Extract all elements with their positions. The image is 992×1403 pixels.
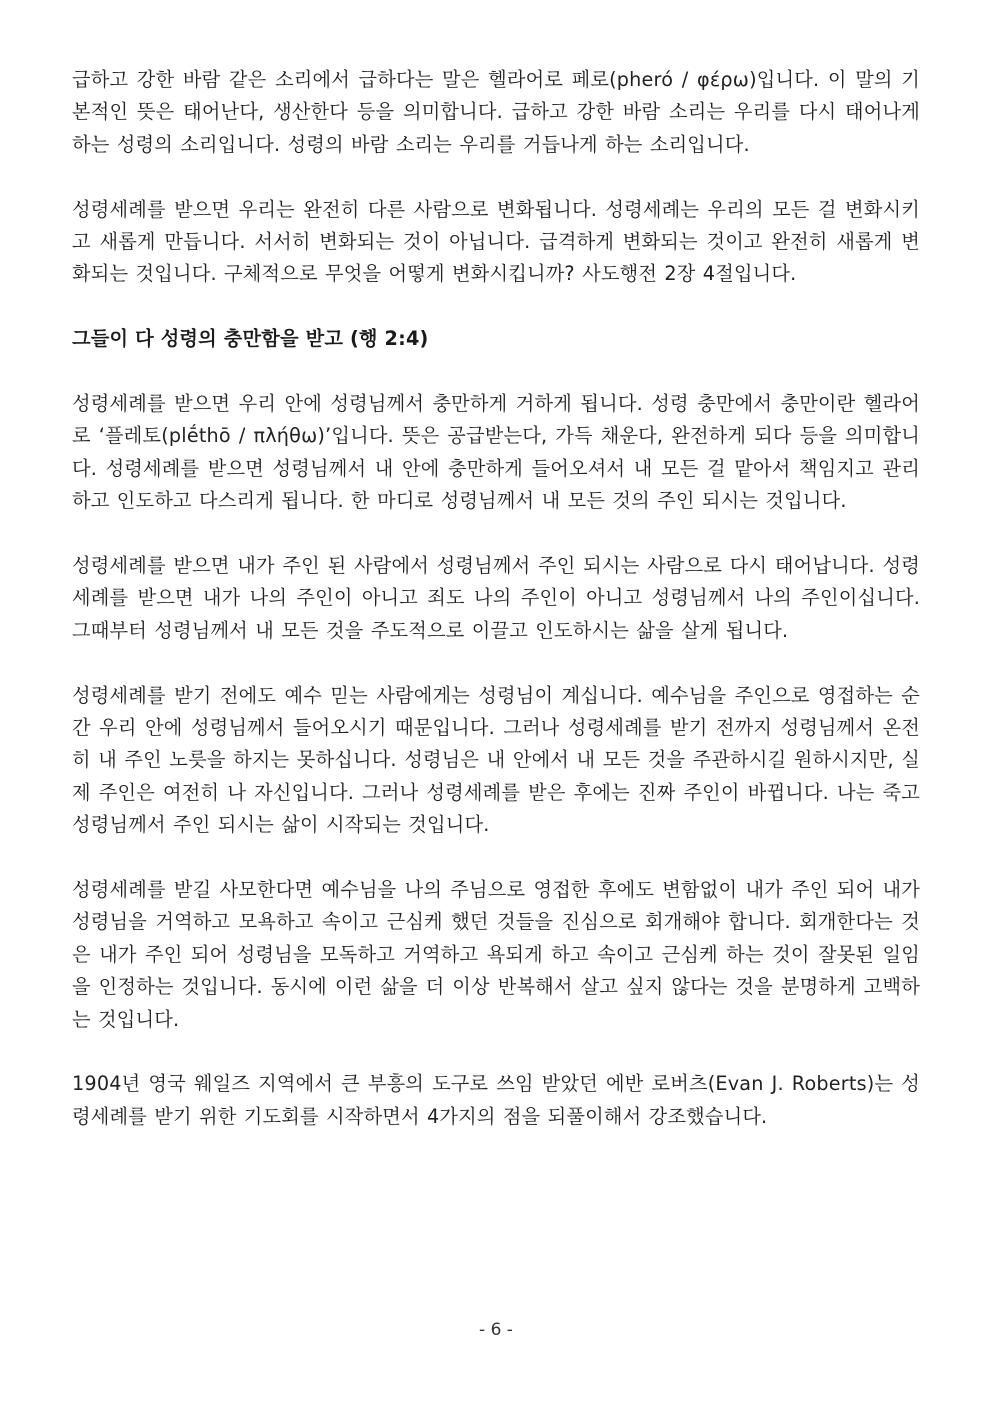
- paragraph-transformation: 성령세례를 받으면 우리는 완전히 다른 사람으로 변화됩니다. 성령세례는 우리의 모든 걸 변화시키고 새롭게 만듭니다. 서서히 변화되는 것이 아닙니다. 급격하게 변화되는 것이고 완전히 새롭게 변화되는 것입니다. 구체적으로 무엇을 어떻게 변화시킵니까? 사도행전 2장 4절입니다.: [72, 197, 920, 286]
- paragraph-evan-roberts: 1904년 영국 웨일즈 지역에서 큰 부흥의 도구로 쓰임 받았던 에반 로버츠(Evan J. Roberts)는 성령세례를 받기 위한 기도회를 시작하면서 4가지의 점을 되풀이해서 강조했습니다.: [72, 1072, 920, 1128]
- paragraph-phero: 급하고 강한 바람 같은 소리에서 급하다는 말은 헬라어로 페로(pheró / φέρω)입니다. 이 말의 기본적인 뜻은 태어난다, 생산한다 등을 의미합니다. 급하고 강한 바람 소리는 우리를 다시 태어나게 하는 성령의 소리입니다. 성령의 바람 소리는 우리를 거듭나게 하는 소리입니다.: [72, 68, 920, 156]
- paragraph-pletho: 성령세례를 받으면 우리 안에 성령님께서 충만하게 거하게 됩니다. 성령 충만에서 충만이란 헬라어로 ‘플레토(plḗthō / πλήθω)’입니다. 뜻은 공급받는다, 가득 채운다, 완전하게 되다 등을 의미합니다. 성령세례를 받으면 성령님께서 내 안에 충만하게 들어오셔서 내 모든 걸 맡아서 책임지고 관리하고 인도하고 다스리게 됩니다. 한 마디로 성령님께서 내 모든 것의 주인 되시는 것입니다.: [72, 392, 920, 513]
- document-body: [72, 64, 920, 1166]
- paragraph-before-baptism: 성령세례를 받기 전에도 예수 믿는 사람에게는 성령님이 계십니다. 예수님을 주인으로 영접하는 순간 우리 안에 성령님께서 들어오시기 때문입니다. 그러나 성령세례를 받기 전까지 성령님께서 온전히 내 주인 노릇을 하지는 못하십니다. 성령님은 내 안에서 내 모든 것을 주관하시길 원하시지만, 실제 주인은 여전히 나 자신입니다. 그러나 성령세례를 받은 후에는 진짜 주인이 바뀝니다. 나는 죽고 성령님께서 주인 되시는 삶이 시작되는 것입니다.: [72, 683, 920, 837]
- page-number: - 6 -: [479, 1320, 513, 1340]
- paragraph-repentance: 성령세례를 받길 사모한다면 예수님을 나의 주님으로 영접한 후에도 변함없이 내가 주인 되어 내가 성령님을 거역하고 모욕하고 속이고 근심케 했던 것들을 진심으로 회개해야 합니다. 회개한다는 것은 내가 주인 되어 성령님을 모독하고 거역하고 욕되게 하고 속이고 근심케 하는 것이 잘못된 일임을 인정하는 것입니다. 동시에 이런 삶을 더 이상 반복해서 살고 싶지 않다는 것을 분명하게 고백하는 것입니다.: [72, 878, 920, 1031]
- paragraph-new-master: 성령세례를 받으면 내가 주인 된 사람에서 성령님께서 주인 되시는 사람으로 다시 태어납니다. 성령세례를 받으면 내가 나의 주인이 아니고 죄도 나의 주인이 아니고 성령님께서 나의 주인이십니다. 그때부터 성령님께서 내 모든 것을 주도적으로 이끌고 인도하시는 삶을 살게 됩니다.: [72, 554, 920, 642]
- scripture-heading: 그들이 다 성령의 충만함을 받고 (행 2:4): [72, 327, 429, 351]
